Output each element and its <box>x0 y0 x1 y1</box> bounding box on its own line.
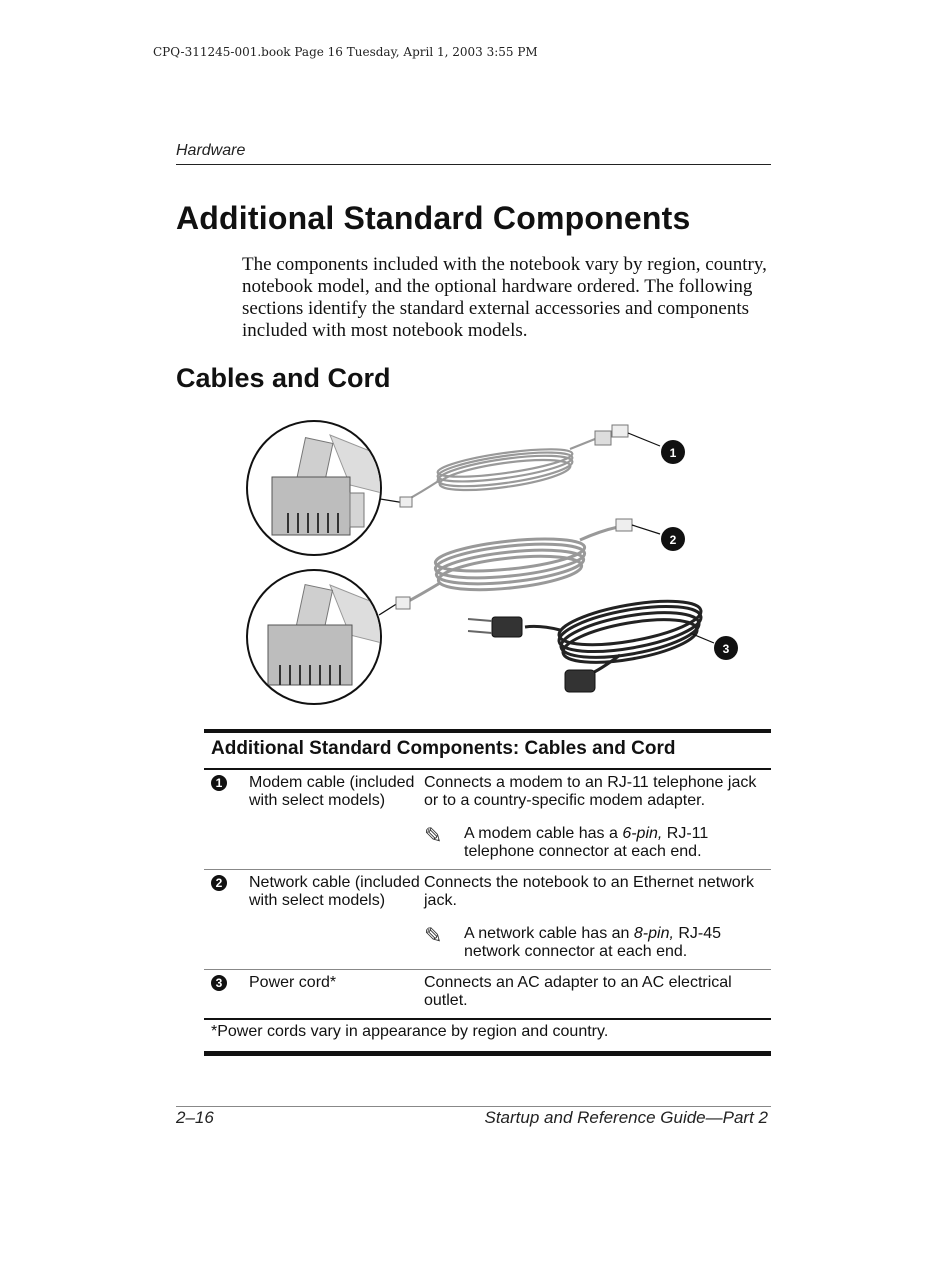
note-text-pre: A modem cable has a <box>464 825 623 842</box>
table-row <box>204 770 771 870</box>
table-title: Additional Standard Components: Cables and Cord <box>204 729 771 770</box>
row-number-badge: 3 <box>211 975 227 991</box>
network-cable <box>396 519 632 609</box>
component-name: Modem cable (included with select models) <box>249 774 415 809</box>
intro-paragraph: The components included with the notebook vary by region, country, notebook model, and the optional hardware ordered. The following sections identify the standard external accessories and components included with most notebook models. <box>242 254 767 341</box>
page-number: 2–16 <box>176 1108 214 1127</box>
rj45-connector-closeup <box>247 570 398 704</box>
component-description: Connects the notebook to an Ethernet network jack. <box>424 874 754 909</box>
footer-rule <box>176 1106 771 1107</box>
callout-marker-1 <box>661 440 685 464</box>
header-rule <box>176 164 771 165</box>
callout-marker-2 <box>661 527 685 551</box>
callout-marker-3 <box>714 636 738 660</box>
component-name: Network cable (included with select models) <box>249 874 420 909</box>
guide-title: Startup and Reference Guide—Part 2 <box>484 1108 768 1127</box>
modem-cable <box>400 425 628 507</box>
table-footnote: *Power cords vary in appearance by region and country. <box>204 1020 771 1056</box>
pencil-note-icon: ✎ <box>424 823 443 848</box>
note <box>424 825 771 861</box>
pencil-note-icon: ✎ <box>424 923 443 948</box>
cables-illustration <box>240 415 750 710</box>
callout-label-3: 3 <box>722 642 730 656</box>
table-row <box>204 870 771 970</box>
component-name: Power cord* <box>249 974 337 991</box>
running-header: Hardware <box>176 142 246 159</box>
power-cord <box>468 593 704 692</box>
note-text-post: RJ-45 network connector at each end. <box>464 925 722 960</box>
section-heading: Cables and Cord <box>176 363 391 393</box>
row-number-badge: 2 <box>211 875 227 891</box>
page-title: Additional Standard Components <box>176 200 691 236</box>
note-text-post: RJ-11 telephone connector at each end. <box>464 825 709 860</box>
row-number-badge: 1 <box>211 775 227 791</box>
component-description: Connects an AC adapter to an AC electrical outlet. <box>424 974 732 1009</box>
component-description: Connects a modem to an RJ-11 telephone jack or to a country-specific modem adapter. <box>424 774 757 809</box>
table-row <box>204 970 771 1020</box>
callout-label-2: 2 <box>669 533 677 547</box>
note-text-emphasis: 8-pin, <box>633 925 674 942</box>
note <box>424 925 771 961</box>
components-table <box>204 729 771 1056</box>
book-slug: CPQ-311245-001.book Page 16 Tuesday, April 1, 2003 3:55 PM <box>153 45 538 59</box>
note-text-emphasis: 6-pin, <box>622 825 663 842</box>
rj11-connector-closeup <box>247 421 405 555</box>
callout-label-1: 1 <box>669 446 677 460</box>
note-text-pre: A network cable has an <box>464 925 634 942</box>
